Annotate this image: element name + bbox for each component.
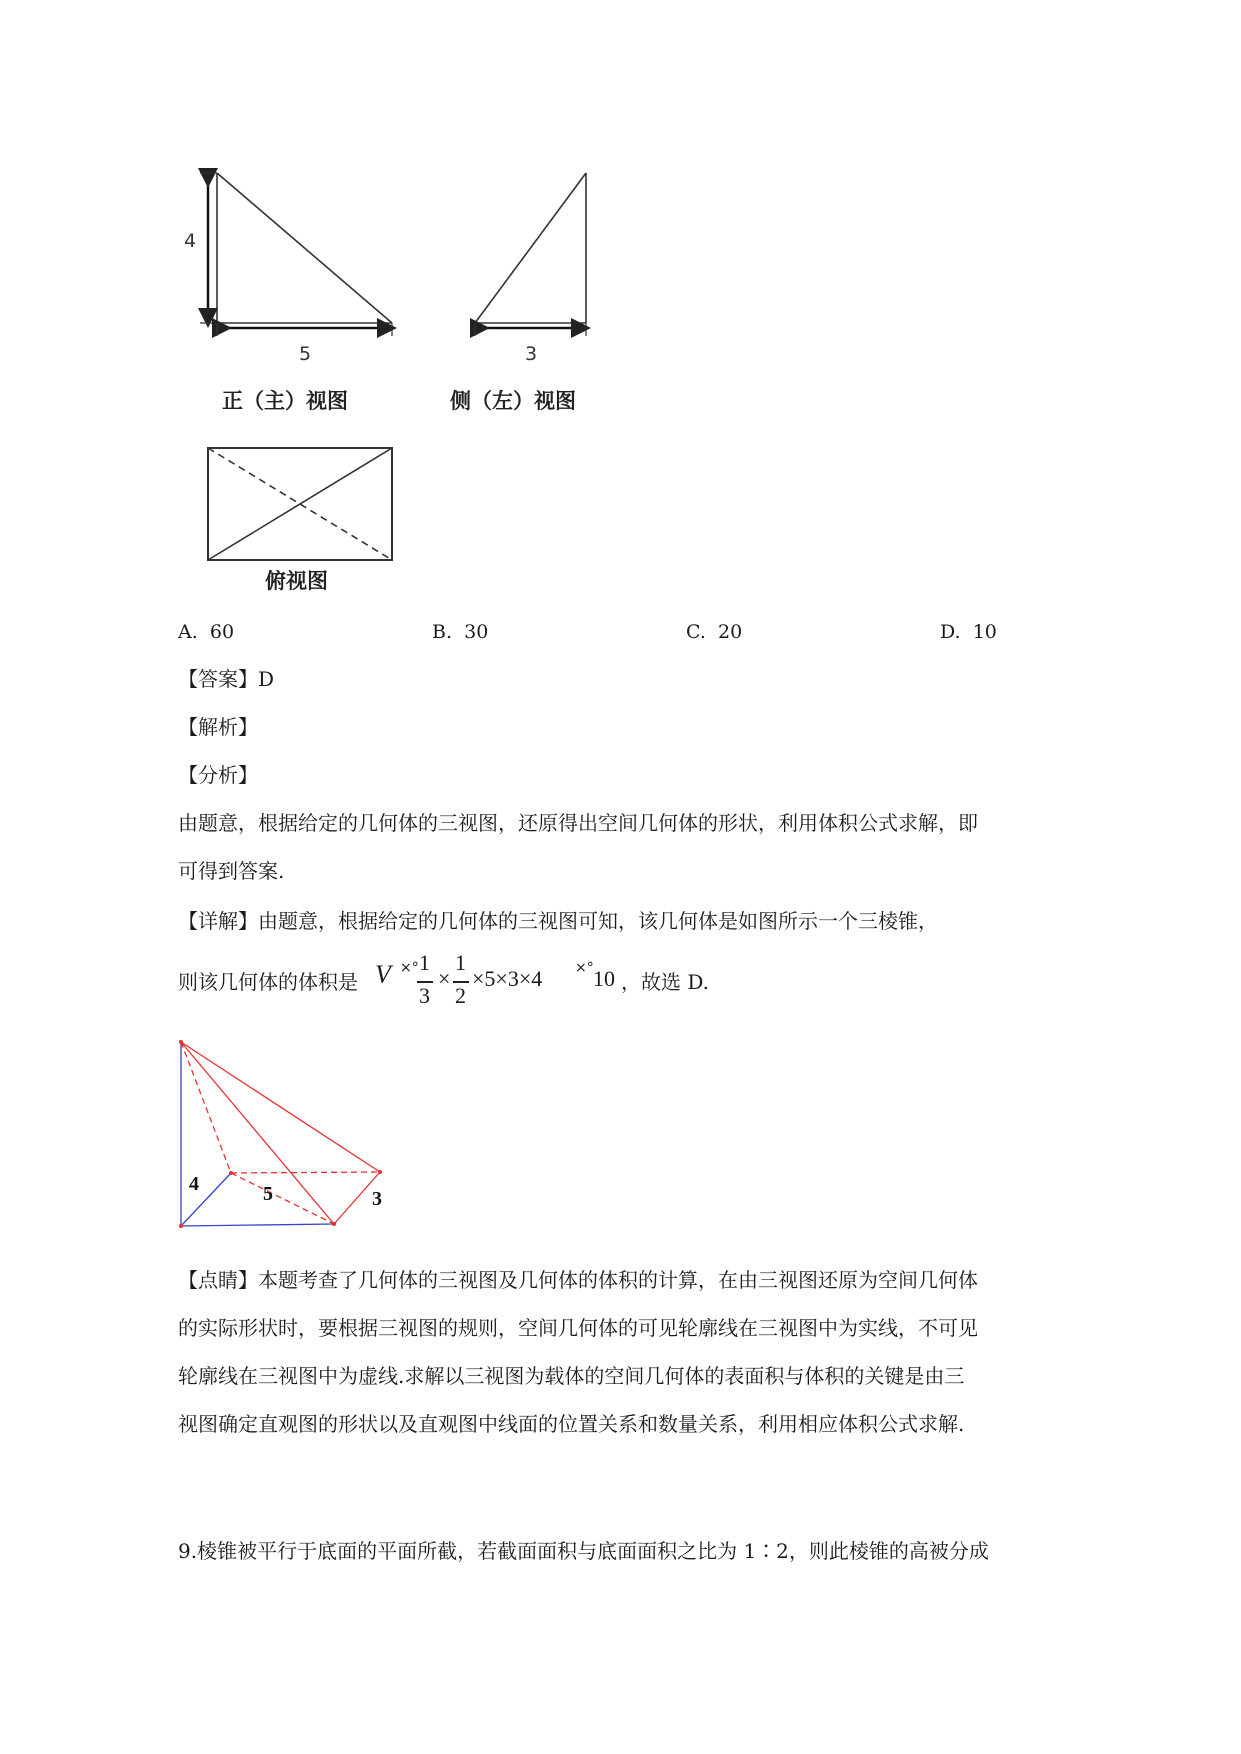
- formula-product: ×5×3×4: [472, 966, 543, 991]
- dianjing-line-1: [178, 1265, 978, 1295]
- option-letter: D.: [940, 621, 961, 643]
- detail-line: [178, 906, 938, 936]
- option-b: [432, 621, 488, 643]
- dianjing-line-3: 轮廓线在三视图中为虚线.求解以三视图为载体的空间几何体的表面积与体积的关键是由三: [178, 1364, 965, 1388]
- option-letter: C.: [686, 621, 706, 643]
- dianjing-label: 【点睛】: [178, 1268, 258, 1292]
- formula-result: 10: [593, 966, 615, 991]
- formula-prefix: 则该几何体的体积是: [178, 970, 358, 994]
- pyramid-label-4: 4: [189, 1173, 199, 1195]
- frac1-num: 1: [419, 950, 430, 975]
- formula-var: V: [375, 960, 391, 989]
- next-question: 9.棱锥被平行于底面的平面所截，若截面面积与底面面积之比为 1∶2，则此棱锥的高被分成: [178, 1539, 989, 1563]
- fenxi-text-2: 可得到答案.: [178, 859, 285, 883]
- option-value: 10: [972, 621, 997, 643]
- dianjing-line-4: 视图确定直观图的形状以及直观图中线面的位置关系和数量关系，利用相应体积公式求解.: [178, 1412, 965, 1436]
- detail-text: 由题意，根据给定的几何体的三视图可知，该几何体是如图所示一个三棱锥，: [258, 909, 938, 933]
- option-value: 20: [718, 621, 743, 643]
- front-width-label: 5: [299, 343, 312, 365]
- side-width-label: 3: [525, 343, 538, 365]
- pyramid-label-5: 5: [263, 1183, 273, 1205]
- front-height-label: 4: [184, 230, 197, 252]
- option-letter: B.: [432, 621, 453, 643]
- option-value: 60: [209, 621, 235, 643]
- dianjing-line-2: 的实际形状时，要根据三视图的规则，空间几何体的可见轮廓线在三视图中为实线，不可见: [178, 1316, 978, 1340]
- formula-glyph: ×°: [400, 960, 419, 976]
- frac1-den: 3: [419, 983, 430, 1008]
- fenxi-heading: 【分析】: [178, 763, 258, 787]
- dianjing-text-1: 本题考查了几何体的三视图及几何体的体积的计算，在由三视图还原为空间几何体: [258, 1268, 978, 1292]
- three-view-figure: [170, 150, 620, 600]
- formula-times: ×: [438, 966, 451, 991]
- answer-line: 【答案】D: [178, 667, 275, 691]
- pyramid-figure: [170, 1030, 420, 1240]
- top-view-caption: 俯视图: [265, 569, 328, 593]
- detail-label: 【详解】: [178, 909, 258, 933]
- side-view-caption: 侧（左）视图: [450, 389, 576, 413]
- formula-glyph-2: ×°: [575, 960, 594, 976]
- option-a: [178, 621, 234, 643]
- front-view: [200, 173, 392, 336]
- top-view: [208, 448, 392, 560]
- formula-suffix: ，故选 D.: [621, 970, 710, 994]
- frac2-num: 1: [455, 950, 466, 975]
- option-value: 30: [464, 621, 489, 643]
- option-letter: A.: [178, 621, 198, 643]
- analysis-heading: 【解析】: [178, 715, 258, 739]
- fenxi-text-1: 由题意，根据给定的几何体的三视图，还原得出空间几何体的形状，利用体积公式求解，即: [178, 811, 978, 835]
- option-d: [940, 621, 997, 643]
- option-c: [686, 621, 742, 643]
- pyramid-label-3: 3: [372, 1188, 382, 1210]
- side-view: [475, 173, 586, 336]
- front-view-caption: 正（主）视图: [222, 389, 348, 413]
- frac2-den: 2: [455, 983, 466, 1008]
